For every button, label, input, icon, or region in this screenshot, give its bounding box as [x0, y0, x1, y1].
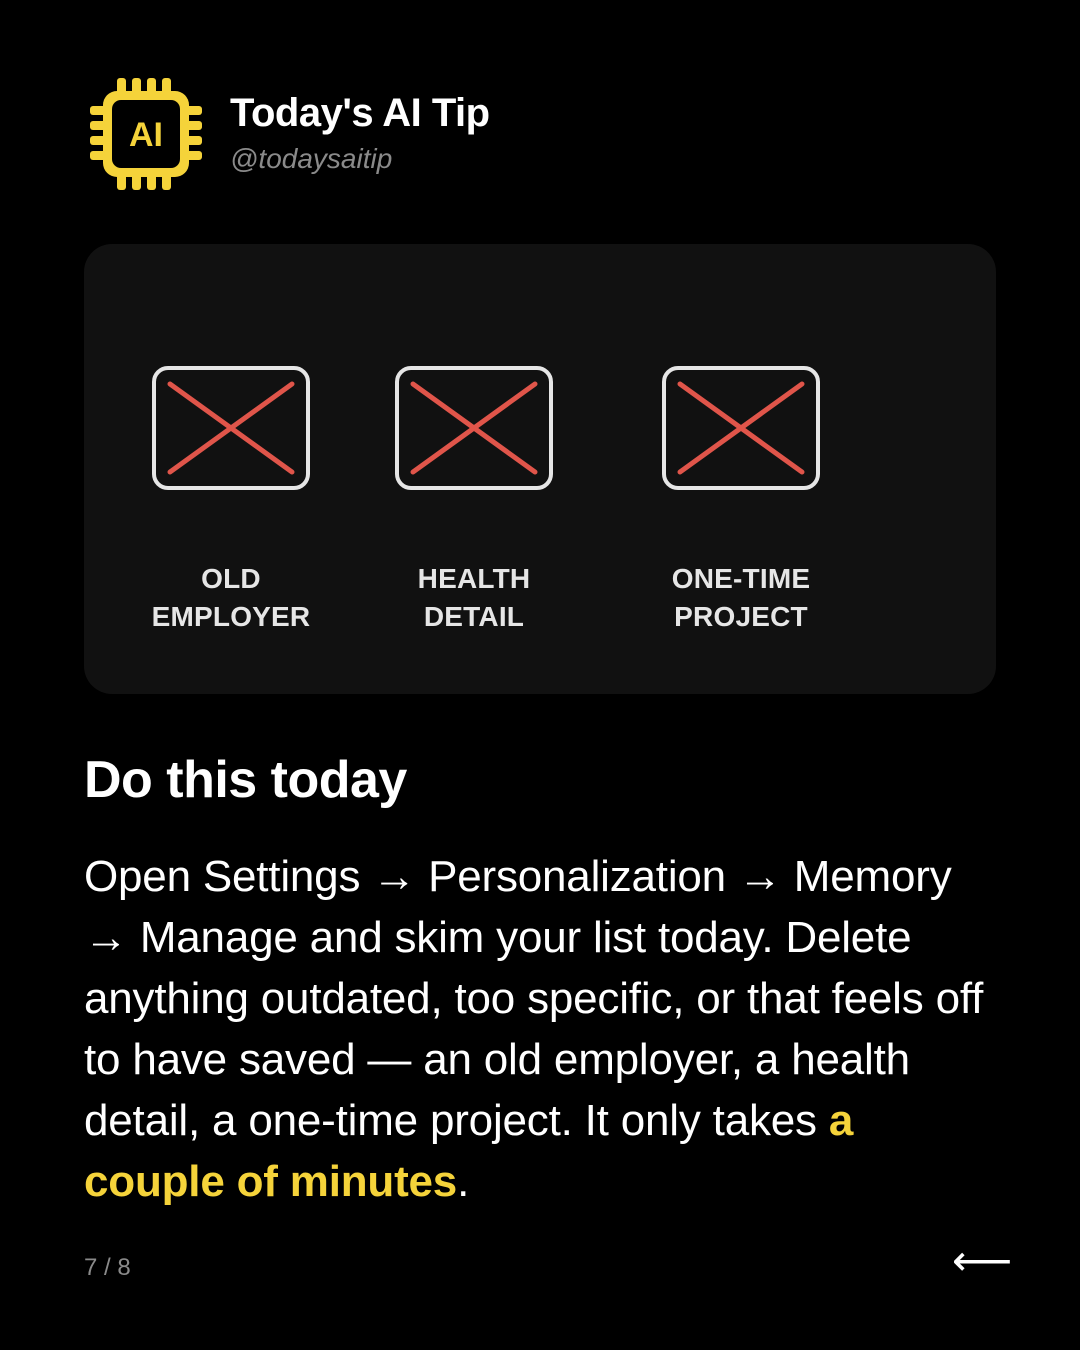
illustration-card: [84, 244, 996, 694]
brand-title: Today's AI Tip: [230, 91, 490, 135]
x-box-icon: [152, 366, 310, 490]
label-health-detail: [354, 560, 594, 636]
page-indicator: 7 / 8: [84, 1254, 131, 1281]
back-arrow-icon[interactable]: ⟵: [952, 1237, 1013, 1284]
label-old-employer: [111, 560, 351, 636]
label-line-1: OLD: [201, 563, 261, 594]
tip-highlight: a couple of minutes: [84, 1096, 854, 1206]
label-line-1: HEALTH: [417, 563, 531, 594]
header: [88, 76, 490, 192]
section-heading: Do this today: [84, 751, 407, 809]
tip-body: [84, 846, 1004, 1212]
x-box-icon: [662, 366, 820, 490]
label-line-2: PROJECT: [674, 601, 808, 632]
brand-handle: @todaysaitip: [230, 143, 393, 174]
x-box-icon: [395, 366, 553, 490]
label-line-2: EMPLOYER: [151, 601, 311, 632]
label-one-time-project: [621, 560, 861, 636]
logo-text: AI: [129, 116, 163, 154]
tip-body-end: .: [457, 1157, 470, 1206]
ai-chip-logo-icon: [88, 76, 204, 192]
label-line-2: DETAIL: [423, 601, 525, 632]
tip-body-main: Open Settings → Personalization → Memory → Manage and skim your list today. Delete anything outdated, too specific, or that feels off to have saved — an old employer, a health detail, a one-time project. It only takes: [84, 852, 984, 1145]
label-line-1: ONE-TIME: [671, 563, 811, 594]
brand: [230, 93, 490, 173]
